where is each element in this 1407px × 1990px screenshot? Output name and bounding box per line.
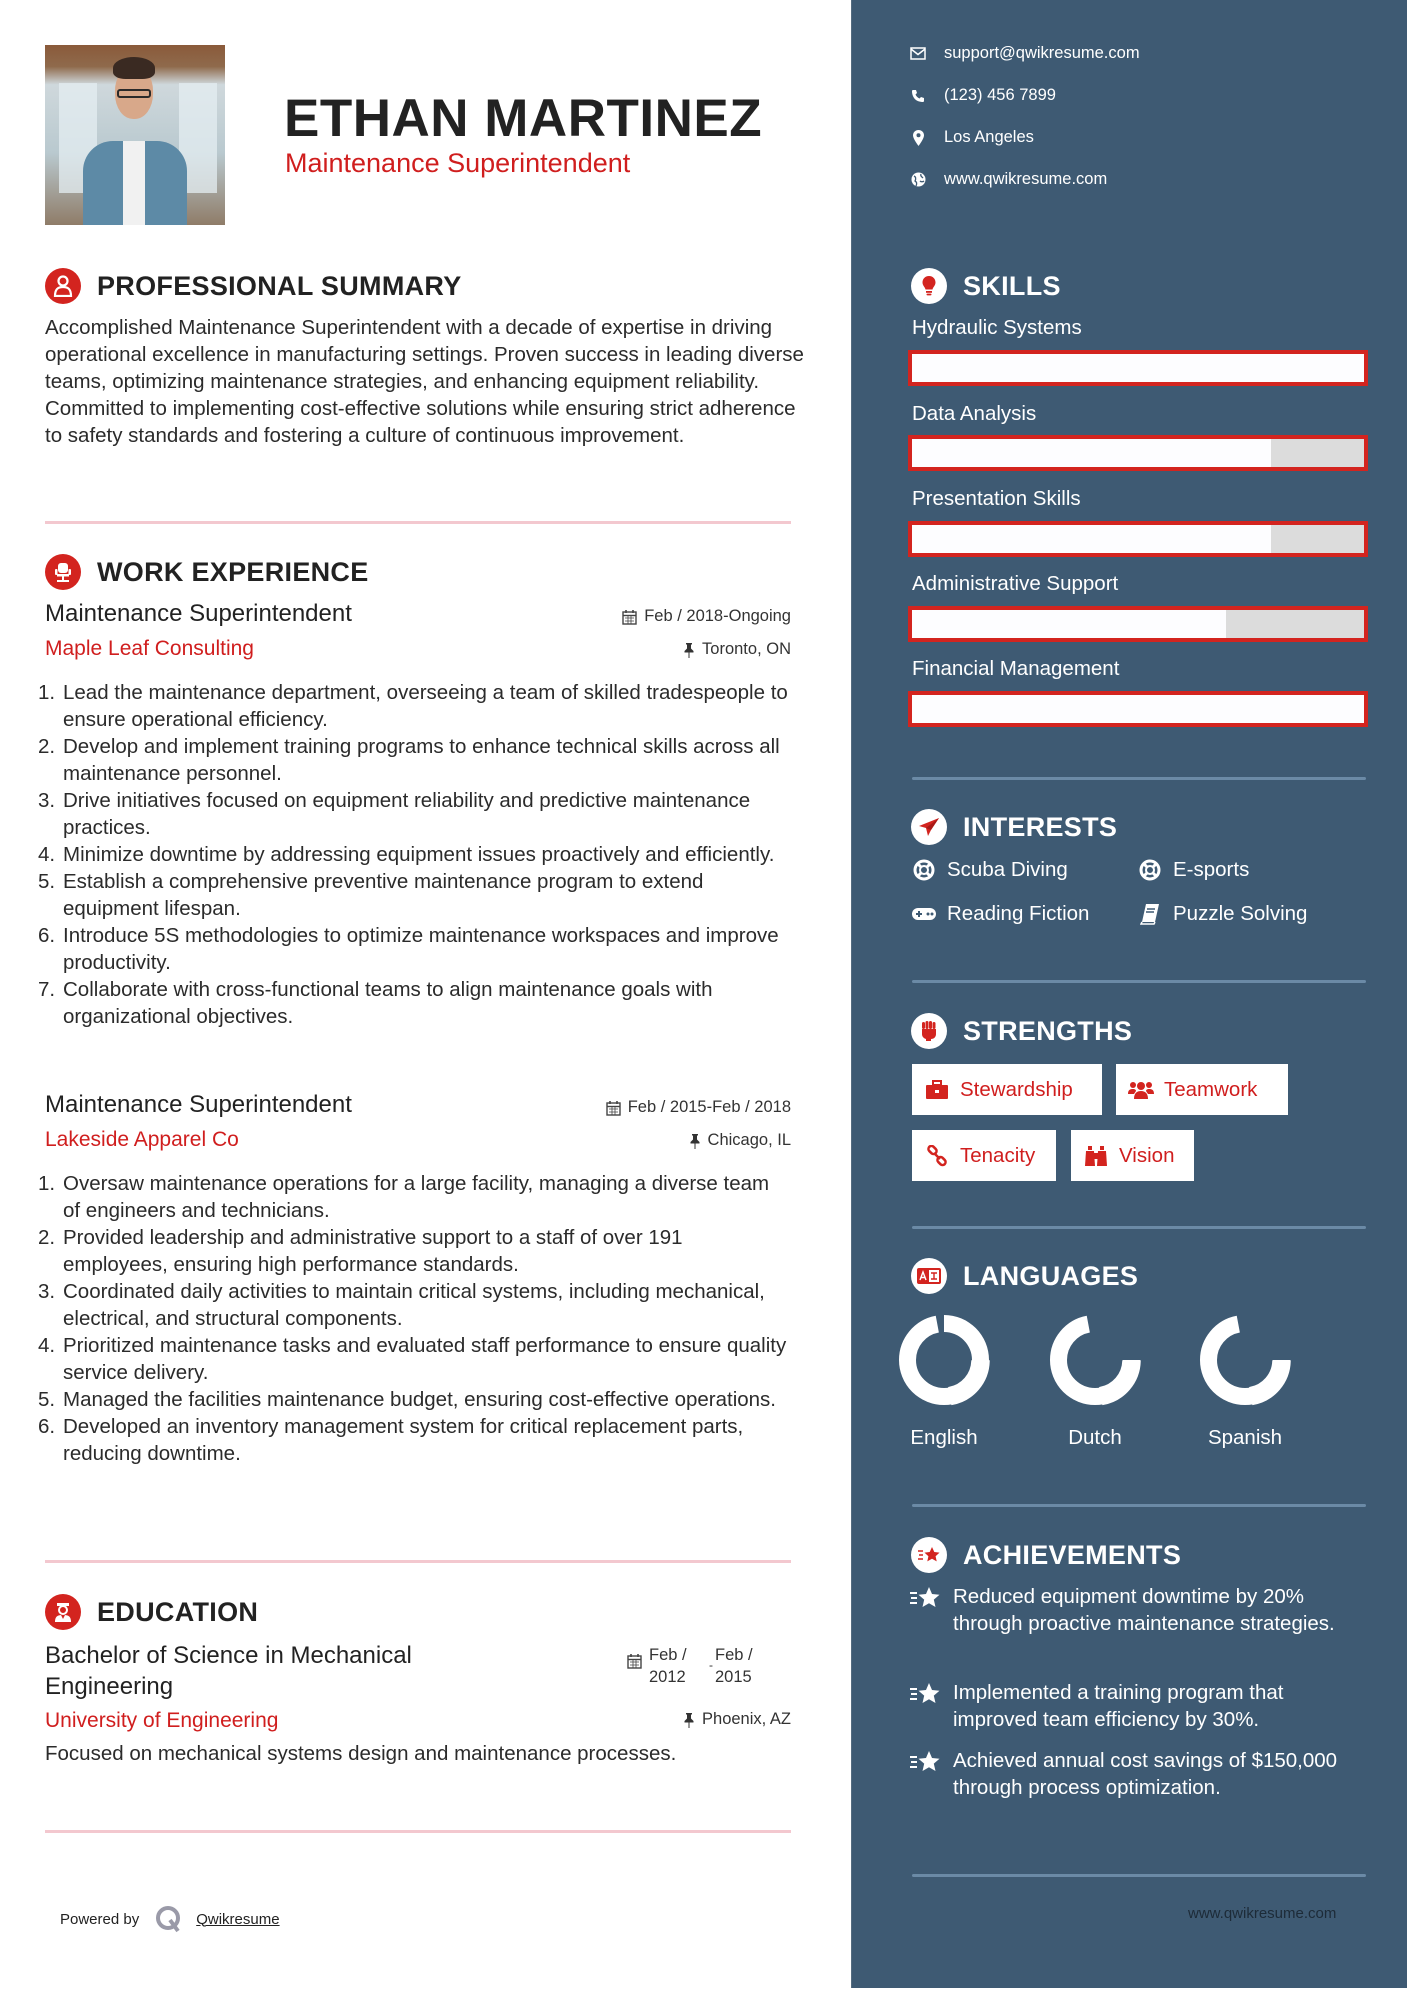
achievements-heading	[911, 1537, 1181, 1573]
skill-bar	[908, 521, 1368, 557]
briefcase-icon	[924, 1079, 950, 1101]
bullet-item: 6. Developed an inventory management system for critical replacement parts, reducing downtime.	[38, 1415, 744, 1465]
graduate-icon	[45, 1594, 81, 1630]
experience-title: WORK EXPERIENCE	[97, 556, 369, 587]
language-ring	[1047, 1312, 1143, 1408]
job-title: Maintenance Superintendent	[45, 600, 352, 627]
skill-bar	[908, 606, 1368, 642]
pushpin-icon	[689, 1133, 701, 1149]
interest-item	[911, 902, 1089, 926]
user-icon	[45, 268, 81, 304]
language-label: English	[910, 1426, 978, 1449]
skill-label: Administrative Support	[912, 572, 1119, 595]
strength-tag	[1116, 1064, 1288, 1115]
bullet-item: 7. Collaborate with cross-functional teams to align maintenance goals with organizational objectives.	[38, 978, 713, 1028]
powered-by	[60, 1905, 280, 1933]
footer-website[interactable]: www.qwikresume.com	[1188, 1905, 1337, 1922]
contact-website-text: www.qwikresume.com	[944, 170, 1108, 188]
translate-icon	[911, 1258, 947, 1294]
bullet-item: 3. Coordinated daily activities to maintain critical systems, including mechanical, electrical, and structural components.	[38, 1280, 765, 1330]
sidebar-divider	[912, 1226, 1366, 1229]
achievements-title: ACHIEVEMENTS	[963, 1539, 1182, 1570]
globe-icon	[909, 171, 927, 189]
phone-icon	[909, 87, 927, 105]
contact-email[interactable]	[909, 44, 1140, 63]
skill-label: Presentation Skills	[912, 487, 1081, 510]
sidebar-divider	[912, 1504, 1366, 1507]
life-ring-icon	[1137, 858, 1163, 882]
skill-bar	[908, 691, 1368, 727]
education-title: EDUCATION	[97, 1596, 259, 1627]
language-label: Dutch	[1068, 1426, 1122, 1449]
photo-hair	[113, 57, 155, 79]
skill-fill	[912, 695, 1364, 723]
paper-plane-icon	[911, 809, 947, 845]
skill-fill	[912, 354, 1364, 382]
section-divider	[45, 521, 791, 524]
life-ring-icon	[911, 858, 937, 882]
skill-fill	[912, 525, 1271, 553]
strength-label: Vision	[1119, 1143, 1175, 1167]
job-title: Maintenance Superintendent	[45, 1091, 352, 1118]
bullet-item: 1. Lead the maintenance department, overseeing a team of skilled tradespeople to ensure operational efficiency.	[38, 681, 788, 731]
fist-icon	[911, 1013, 947, 1049]
strength-label: Teamwork	[1164, 1077, 1258, 1101]
skill-bar	[908, 435, 1368, 471]
education-entry	[45, 1640, 791, 1767]
sidebar-divider	[912, 777, 1366, 780]
section-divider	[45, 1830, 791, 1833]
languages-heading	[911, 1258, 1138, 1294]
job-dates-text: Feb / 2018-Ongoing	[644, 607, 791, 625]
contact-website[interactable]	[909, 170, 1107, 189]
bullet-item: 4. Minimize downtime by addressing equipment issues proactively and efficiently.	[38, 843, 775, 866]
photo-shirt	[123, 141, 145, 225]
skill-label: Hydraulic Systems	[912, 316, 1082, 339]
languages-title: LANGUAGES	[963, 1260, 1139, 1291]
contact-location	[909, 128, 1034, 147]
calendar-icon	[622, 609, 637, 625]
sidebar-divider	[912, 980, 1366, 983]
interests-heading	[911, 809, 1117, 845]
lightbulb-icon	[911, 268, 947, 304]
job-location-text: Toronto, ON	[702, 640, 791, 658]
skill-bar	[908, 350, 1368, 386]
job-dates-text: Feb / 2015-Feb / 2018	[627, 1098, 791, 1116]
bullet-item: 5. Managed the facilities maintenance budget, ensuring cost-effective operations.	[38, 1388, 777, 1411]
bullet-item: 1. Oversaw maintenance operations for a large facility, managing a diverse team of engineers and technicians.	[38, 1172, 770, 1222]
shooting-star-icon	[909, 1583, 943, 1637]
skills-heading	[911, 268, 1061, 304]
job-dates	[606, 1098, 791, 1117]
language-item	[884, 1312, 1004, 1450]
job-bullets	[38, 679, 791, 1030]
achievement-text: Implemented a training program that improved team efficiency by 30%.	[953, 1681, 1284, 1731]
binoculars-icon	[1083, 1145, 1109, 1167]
strength-label: Tenacity	[960, 1143, 1036, 1167]
skills-title: SKILLS	[963, 270, 1061, 301]
job-company: Lakeside Apparel Co	[45, 1128, 239, 1151]
achievement-text: Reduced equipment downtime by 20% through proactive maintenance strategies.	[953, 1585, 1335, 1635]
education-end: Feb / 2015	[715, 1646, 753, 1686]
job-dates	[622, 607, 791, 626]
sidebar-divider	[912, 1874, 1366, 1877]
qwikresume-logo-icon	[155, 1905, 183, 1933]
strength-tag	[1071, 1130, 1194, 1181]
link-icon	[924, 1145, 950, 1167]
achievement-item	[909, 1747, 1369, 1801]
summary-heading	[45, 268, 462, 304]
achievement-text: Achieved annual cost savings of $150,000 through process optimization.	[953, 1749, 1338, 1799]
shooting-star-icon	[911, 1537, 947, 1573]
office-chair-icon	[45, 554, 81, 590]
photo-glasses	[117, 89, 151, 98]
gamepad-icon	[911, 902, 937, 926]
achievement-item	[909, 1583, 1369, 1637]
bullet-item: 6. Introduce 5S methodologies to optimize maintenance workspaces and improve productivity.	[38, 924, 779, 974]
job-location	[689, 1131, 791, 1150]
interest-item	[1137, 902, 1307, 926]
bullet-item: 2. Provided leadership and administrative support to a staff of over 191 employees, ensuring high performance standards.	[38, 1226, 683, 1276]
experience-heading	[45, 554, 369, 590]
education-location-text: Phoenix, AZ	[702, 1710, 791, 1728]
bullet-item: 3. Drive initiatives focused on equipment reliability and predictive maintenance practices.	[38, 789, 751, 839]
contact-phone[interactable]	[909, 86, 1056, 105]
contact-phone-text: (123) 456 7899	[944, 86, 1056, 104]
bullet-item: 2. Develop and implement training programs to enhance technical skills across all maintenance personnel.	[38, 735, 780, 785]
shooting-star-icon	[909, 1747, 943, 1801]
education-heading	[45, 1594, 258, 1630]
qwikresume-link[interactable]: Qwikresume	[196, 1910, 280, 1928]
candidate-name: ETHAN MARTINEZ	[284, 89, 763, 148]
calendar-icon	[606, 1100, 621, 1116]
candidate-role: Maintenance Superintendent	[285, 148, 631, 178]
language-item	[1185, 1312, 1305, 1450]
strength-tag	[912, 1064, 1102, 1115]
envelope-icon	[909, 45, 927, 63]
interest-label: Puzzle Solving	[1173, 902, 1308, 925]
strengths-heading	[911, 1013, 1132, 1049]
language-ring	[1197, 1312, 1293, 1408]
contact-email-text: support@qwikresume.com	[944, 44, 1140, 62]
language-item	[1035, 1312, 1155, 1450]
skill-fill	[912, 439, 1271, 467]
interest-item	[911, 858, 1068, 882]
strength-tag	[912, 1130, 1056, 1181]
skill-fill	[912, 610, 1226, 638]
language-ring	[896, 1312, 992, 1408]
calendar-icon	[627, 1653, 642, 1688]
degree-title: Bachelor of Science in Mechanical Engineering	[45, 1642, 412, 1700]
interests-title: INTERESTS	[963, 811, 1118, 842]
summary-text: Accomplished Maintenance Superintendent with a decade of expertise in driving operational excellence in manufacturing settings. Proven success in leading diverse teams, optimizing maintenance strategies, and enhancing equipment reliability. Committed to implementing cost-effective solutions while ensuring strict adherence to safety standards and fostering a culture of continuous improvement.	[45, 316, 804, 447]
job-entry	[38, 600, 791, 1030]
language-label: Spanish	[1207, 1426, 1283, 1449]
job-entry	[38, 1091, 791, 1467]
skill-label: Financial Management	[912, 657, 1120, 680]
contact-location-text: Los Angeles	[944, 128, 1034, 146]
education-location	[683, 1710, 791, 1729]
bullet-item: 5. Establish a comprehensive preventive maintenance program to extend equipment lifespan.	[38, 870, 704, 920]
summary-title: PROFESSIONAL SUMMARY	[97, 270, 462, 301]
shooting-star-icon	[909, 1679, 943, 1733]
interest-label: Scuba Diving	[947, 858, 1068, 881]
users-icon	[1128, 1079, 1154, 1101]
job-company: Maple Leaf Consulting	[45, 637, 254, 660]
education-start: Feb / 2012	[649, 1646, 687, 1686]
map-marker-icon	[909, 129, 927, 147]
strengths-title: STRENGTHS	[963, 1015, 1133, 1046]
book-icon	[1137, 902, 1163, 926]
section-divider	[45, 1560, 791, 1563]
education-description: Focused on mechanical systems design and maintenance processes.	[45, 1742, 677, 1765]
pushpin-icon	[683, 642, 695, 658]
interest-label: E-sports	[1173, 858, 1250, 881]
bullet-item: 4. Prioritized maintenance tasks and evaluated staff performance to ensure quality service delivery.	[38, 1334, 787, 1384]
education-dates	[627, 1644, 759, 1688]
skill-label: Data Analysis	[912, 402, 1037, 425]
school-name: University of Engineering	[45, 1709, 279, 1732]
job-bullets	[38, 1170, 791, 1467]
job-location	[683, 640, 791, 659]
profile-photo	[45, 45, 225, 225]
interest-item	[1137, 858, 1249, 882]
strength-label: Stewardship	[960, 1077, 1073, 1101]
powered-by-label: Powered by	[60, 1910, 140, 1928]
interest-label: Reading Fiction	[947, 902, 1090, 925]
sidebar	[851, 0, 1407, 1988]
job-location-text: Chicago, IL	[707, 1131, 791, 1149]
achievement-item	[909, 1679, 1369, 1733]
pushpin-icon	[683, 1712, 695, 1728]
date-separator: -	[709, 1658, 713, 1672]
